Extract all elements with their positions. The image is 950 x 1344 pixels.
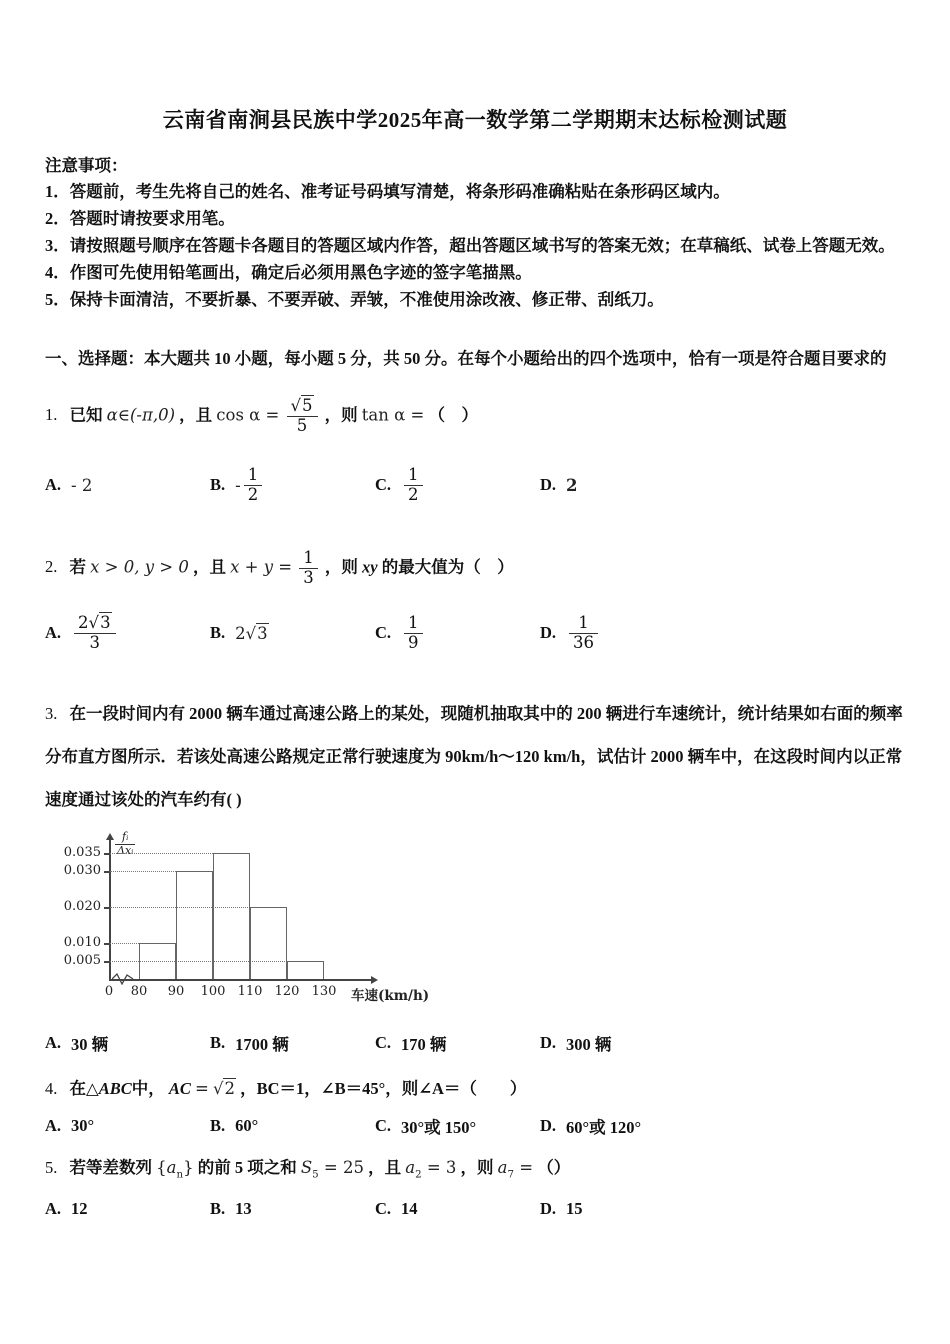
option-a: A. 12	[45, 1198, 88, 1218]
option-d: D. 300 辆	[540, 1033, 612, 1055]
y-tick-label: 0.010	[63, 935, 101, 951]
math-expression: α∈(-π,0)	[106, 405, 176, 425]
histogram-bar	[176, 871, 213, 979]
option-b: B. 13	[210, 1198, 252, 1218]
math-expression: tan α =	[361, 405, 425, 425]
question-number: 2.	[45, 557, 58, 577]
x-tick-label: 0	[104, 984, 114, 1000]
math-expression: x + y =	[230, 557, 293, 577]
stem-text: ，则	[324, 557, 358, 577]
question-4-options	[45, 1114, 905, 1138]
sqrt: √ 3	[89, 612, 112, 632]
y-axis-tick	[104, 871, 110, 872]
y-tick-label: 0.030	[63, 863, 101, 879]
y-tick-label: 0.020	[63, 899, 101, 915]
option-c: C. 30°或 150°	[375, 1116, 477, 1138]
question-2-stem	[45, 549, 905, 588]
option-a: A. 30 辆	[45, 1033, 109, 1055]
option-b: B. 2 √ 3	[210, 623, 375, 643]
fraction: 2 √ 3 3	[74, 614, 116, 653]
option-d: D. 60°或 120°	[540, 1116, 642, 1138]
question-4-stem	[45, 1077, 905, 1102]
x-tick-label: 120	[274, 984, 300, 1000]
answer-blank: （ ）	[428, 405, 478, 425]
stem-text: 的前 5 项之和	[197, 1158, 297, 1178]
gridline-dotted	[110, 943, 139, 944]
math-expression: $S_5 = 25$	[300, 1158, 364, 1181]
question-number: 5.	[45, 1158, 58, 1178]
question-number: 4.	[45, 1079, 58, 1099]
histogram-bar	[250, 907, 287, 979]
math-expression: xy	[362, 557, 378, 577]
question-number: 1.	[45, 405, 58, 425]
stem-text: ，且	[368, 1158, 402, 1178]
x-axis	[109, 979, 371, 981]
notice-heading: 注意事项：	[45, 156, 128, 175]
option-c: C. 14	[375, 1198, 418, 1218]
x-tick-label: 80	[130, 984, 148, 1000]
histogram-bar	[139, 943, 176, 979]
sqrt: √ 2	[213, 1078, 236, 1098]
stem-text: 已知	[69, 405, 103, 425]
option-c: C. 170 辆	[375, 1033, 447, 1055]
math-expression: $a_2 = 3$	[405, 1158, 457, 1181]
y-axis-tick	[104, 853, 110, 854]
y-axis-tick	[104, 943, 110, 944]
math-expression: cos α =	[216, 405, 280, 425]
stem-text: ，且	[179, 405, 213, 425]
option-b: B. - 1 2	[210, 466, 375, 505]
stem-text: 在一段时间内有 2000 辆车通过高速公路上的某处，现随机抽取其中的 200 辆进行车速统计，统计结果如右面的频率分布直方图所示．若该处高速公路规定正常行驶速度为 90km/h～120 km/h，试估计 2000 辆车中，在这段时间内以正常速度通过该处的汽车约有( )	[45, 703, 903, 809]
option-d: D. 1 36	[540, 614, 601, 653]
notice-item-3: 3．请按照题号顺序在答题卡各题目的答题区域内作答，超出答题区域书写的答案无效；在草稿纸、试卷上答题无效。	[45, 236, 895, 255]
question-2-options	[45, 614, 905, 653]
fraction: 1 2	[404, 466, 423, 505]
question-5-stem	[45, 1156, 905, 1183]
x-tick-label: 90	[167, 984, 185, 1000]
notice-item-5: 5．保持卡面清洁，不要折暴、不要弄破、弄皱，不准使用涂改液、修正带、刮纸刀。	[45, 290, 664, 309]
histogram-bar	[287, 961, 324, 979]
notice-list	[45, 178, 905, 313]
stem-text: ，则	[324, 405, 358, 425]
sqrt: √ 3	[246, 623, 269, 643]
stem-text: 在△	[69, 1079, 99, 1099]
y-axis	[109, 839, 111, 979]
stem-text: 的最大值为（ ）	[381, 557, 514, 577]
question-5-options	[45, 1199, 905, 1219]
gridline-dotted	[110, 871, 176, 872]
question-1-options	[45, 466, 905, 505]
y-axis-label: fᵢ Δxᵢ	[117, 830, 134, 858]
stem-text: 若	[69, 557, 86, 577]
math-expression: AC	[168, 1079, 191, 1099]
question-3-options	[45, 1031, 905, 1055]
y-axis-arrow-icon	[106, 833, 114, 840]
sequence-notation: $\{a_n\}$	[156, 1158, 194, 1181]
sqrt: √ 5	[291, 395, 314, 415]
option-a: A. - 2	[45, 475, 93, 495]
fraction: 1 9	[404, 614, 423, 653]
stem-text: 若等差数列	[69, 1158, 152, 1178]
notice-item-4: 4．作图可先使用铅笔画出，确定后必须用黑色字迹的签字笔描黑。	[45, 263, 532, 282]
math-expression: $a_7$ =	[497, 1158, 534, 1181]
frequency-histogram	[49, 830, 449, 1017]
notice-item-1: 1．答题前，考生先将自己的姓名、准考证号码填写清楚，将条形码准确粘贴在条形码区域内。	[45, 182, 730, 201]
question-3-stem	[45, 693, 905, 822]
gridline-dotted	[110, 853, 213, 854]
option-a: A. 2 √ 3 3	[45, 614, 210, 653]
y-tick-label: 0.005	[63, 953, 101, 969]
y-axis-tick	[104, 961, 110, 962]
x-axis-arrow-icon	[371, 976, 378, 984]
stem-text: ，则	[460, 1158, 494, 1178]
stem-text: 中，	[131, 1079, 165, 1099]
math-expression: ABC	[98, 1079, 132, 1099]
question-number: 3.	[45, 703, 58, 723]
x-tick-label: 100	[200, 984, 226, 1000]
section-header: 一、选择题：本大题共 10 小题，每小题 5 分，共 50 分。在每个小题给出的四个选项中，恰有一项是符合题目要求的	[45, 349, 887, 368]
x-tick-label: 130	[311, 984, 337, 1000]
histogram-bar	[213, 853, 250, 979]
y-axis-tick	[104, 907, 110, 908]
option-d: D. 2	[540, 475, 578, 495]
math-expression: x > 0, y > 0	[90, 557, 189, 577]
option-b: B. 1700 辆	[210, 1033, 289, 1055]
x-tick-label: 110	[237, 984, 263, 1000]
math-expression: =	[195, 1079, 209, 1099]
option-b: B. 60°	[210, 1116, 259, 1136]
notice-item-2: 2．答题时请按要求用笔。	[45, 209, 235, 228]
option-a: A. 30°	[45, 1116, 95, 1136]
x-axis-title: 车速(km/h)	[351, 988, 430, 1005]
option-c: C. 1 2	[375, 466, 540, 505]
fraction: $\frac{1}{3}$	[299, 549, 318, 588]
option-d: D. 15	[540, 1198, 583, 1218]
answer-blank: （）	[537, 1158, 571, 1178]
fraction: 1 2	[244, 466, 263, 505]
page-title: 云南省南涧县民族中学2025年高一数学第二学期期末达标检测试题	[162, 108, 788, 132]
stem-text: ，BC＝1，∠B＝45°，则∠A＝（ ）	[240, 1079, 527, 1099]
fraction: 1 36	[569, 614, 598, 653]
y-tick-label: 0.035	[63, 845, 101, 861]
fraction: √ $\frac{5}{5}$	[287, 397, 318, 436]
stem-text: ，且	[193, 557, 226, 577]
question-1-stem	[45, 397, 905, 436]
option-c: C. 1 9	[375, 614, 540, 653]
